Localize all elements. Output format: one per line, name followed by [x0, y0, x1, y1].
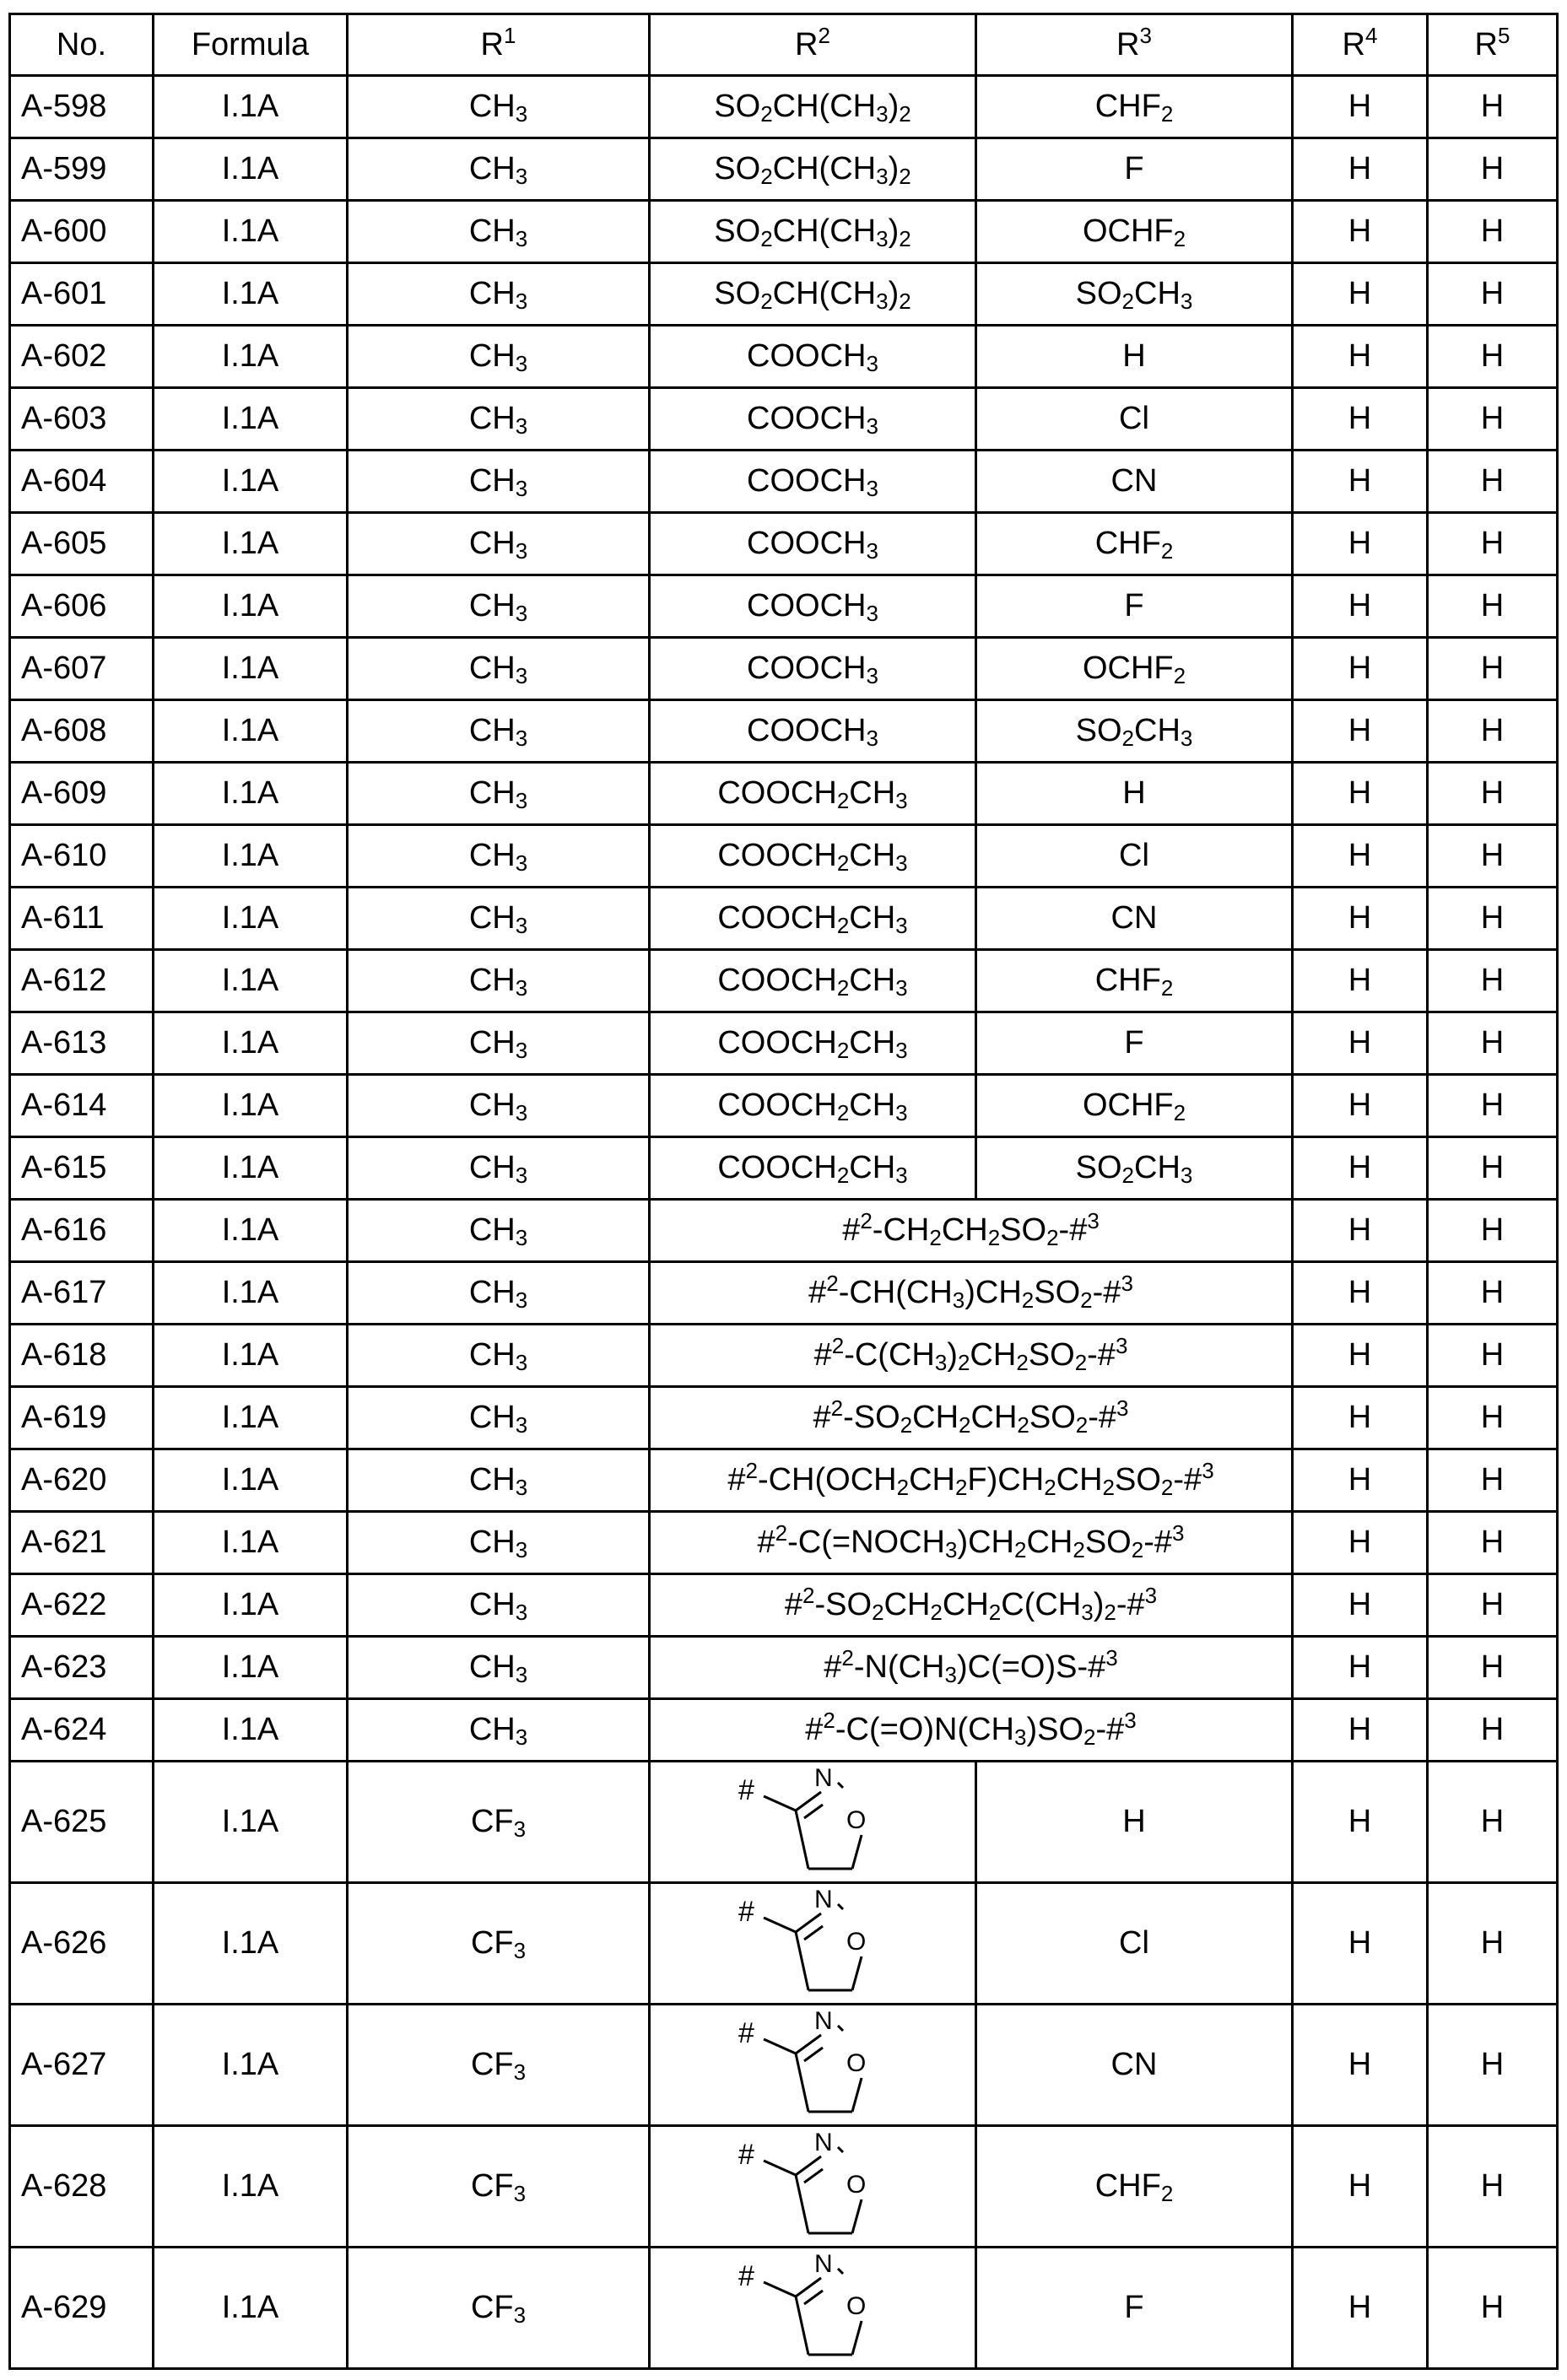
- cell-r3: CN: [976, 2005, 1293, 2126]
- cell-formula: I.1A: [154, 1387, 348, 1449]
- cell-no: A-610: [10, 825, 154, 888]
- cell-r3: $CHF_2$: [976, 950, 1293, 1012]
- cell-formula: I.1A: [154, 1762, 348, 1883]
- cell-r1: $CH_3$: [348, 1200, 650, 1262]
- table-row: [10, 2248, 1558, 2369]
- cell-r2: $COOCH_2CH_3$: [650, 825, 976, 888]
- cell-r5: H: [1428, 1762, 1558, 1883]
- cell-formula: I.1A: [154, 1075, 348, 1137]
- cell-r2: $COOCH_3$: [650, 513, 976, 575]
- table-row: [10, 1200, 1558, 1262]
- cell-r3: $CHF_2$: [976, 513, 1293, 575]
- cell-no: A-622: [10, 1574, 154, 1637]
- header-no: No.: [10, 14, 154, 76]
- header-r5: $R^5$: [1428, 14, 1558, 76]
- cell-r4: H: [1293, 1699, 1428, 1762]
- table-row: [10, 76, 1558, 138]
- cell-r1: $CH_3$: [348, 76, 650, 138]
- cell-r5: H: [1428, 888, 1558, 950]
- cell-r2: $COOCH_3$: [650, 451, 976, 513]
- dihydroisoxazole-structure-icon: [728, 2129, 897, 2245]
- table-row: [10, 1449, 1558, 1512]
- cell-r5: H: [1428, 1449, 1558, 1512]
- cell-r2-r3-combined: $\#^2-N(CH_3)C(=O)S-\#^3$: [650, 1637, 1293, 1699]
- cell-r4: H: [1293, 638, 1428, 700]
- cell-no: A-620: [10, 1449, 154, 1512]
- cell-r3: H: [976, 763, 1293, 825]
- header-formula: Formula: [154, 14, 348, 76]
- cell-r3: Cl: [976, 388, 1293, 451]
- cell-r5: H: [1428, 1137, 1558, 1200]
- cell-no: A-614: [10, 1075, 154, 1137]
- cell-r1: $CH_3$: [348, 1325, 650, 1387]
- cell-r4: H: [1293, 263, 1428, 326]
- cell-no: A-608: [10, 700, 154, 763]
- cell-r2-structure: [650, 2005, 976, 2126]
- cell-r5: H: [1428, 201, 1558, 263]
- cell-r2: $SO_2CH(CH_3)_2$: [650, 138, 976, 201]
- cell-r2: $COOCH_2CH_3$: [650, 1012, 976, 1075]
- cell-r2-structure: [650, 1883, 976, 2005]
- cell-no: A-600: [10, 201, 154, 263]
- cell-r1: $CH_3$: [348, 1387, 650, 1449]
- nitrogen-label: N: [814, 1763, 833, 1792]
- cell-formula: I.1A: [154, 1325, 348, 1387]
- table-row: [10, 575, 1558, 638]
- cell-r4: H: [1293, 1883, 1428, 2005]
- cell-formula: I.1A: [154, 950, 348, 1012]
- cell-formula: I.1A: [154, 388, 348, 451]
- cell-r2: $COOCH_3$: [650, 638, 976, 700]
- cell-r5: H: [1428, 76, 1558, 138]
- cell-no: A-605: [10, 513, 154, 575]
- header-r3: $R^3$: [976, 14, 1293, 76]
- table-row: [10, 888, 1558, 950]
- dihydroisoxazole-structure-icon: [728, 2250, 897, 2367]
- cell-r4: H: [1293, 1262, 1428, 1325]
- cell-r1: $CH_3$: [348, 575, 650, 638]
- cell-r5: H: [1428, 2248, 1558, 2369]
- dihydroisoxazole-structure-icon: [728, 1764, 897, 1881]
- table-row: [10, 326, 1558, 388]
- cell-no: A-615: [10, 1137, 154, 1200]
- cell-formula: I.1A: [154, 263, 348, 326]
- table-row: [10, 1075, 1558, 1137]
- table-row: [10, 700, 1558, 763]
- cell-r2: $COOCH_3$: [650, 700, 976, 763]
- cell-no: A-613: [10, 1012, 154, 1075]
- cell-formula: I.1A: [154, 763, 348, 825]
- compound-table: [8, 13, 1559, 2370]
- cell-r2-r3-combined: $\#^2-SO_2CH_2CH_2SO_2-\#^3$: [650, 1387, 1293, 1449]
- cell-r4: H: [1293, 950, 1428, 1012]
- table-row: [10, 1574, 1558, 1637]
- cell-r2: $SO_2CH(CH_3)_2$: [650, 263, 976, 326]
- cell-r3: $OCHF_2$: [976, 638, 1293, 700]
- cell-r2-r3-combined: $\#^2-C(=NOCH_3)CH_2CH_2SO_2-\#^3$: [650, 1512, 1293, 1574]
- nitrogen-label: N: [814, 1885, 833, 1913]
- cell-r4: H: [1293, 763, 1428, 825]
- cell-r1: $CH_3$: [348, 1075, 650, 1137]
- cell-formula: I.1A: [154, 575, 348, 638]
- header-row: [10, 14, 1558, 76]
- cell-r5: H: [1428, 1387, 1558, 1449]
- cell-r5: H: [1428, 263, 1558, 326]
- cell-no: A-611: [10, 888, 154, 950]
- cell-r1: $CH_3$: [348, 513, 650, 575]
- cell-r1: $CF_3$: [348, 2248, 650, 2369]
- cell-r4: H: [1293, 700, 1428, 763]
- oxygen-label: O: [846, 1927, 867, 1956]
- header-r1: $R^1$: [348, 14, 650, 76]
- cell-r4: H: [1293, 1012, 1428, 1075]
- cell-r4: H: [1293, 2248, 1428, 2369]
- nitrogen-label: N: [814, 2249, 833, 2278]
- cell-r4: H: [1293, 326, 1428, 388]
- cell-r5: H: [1428, 1883, 1558, 2005]
- cell-r3: CN: [976, 888, 1293, 950]
- cell-r1: $CH_3$: [348, 1262, 650, 1325]
- table-row: [10, 1699, 1558, 1762]
- cell-r3: F: [976, 138, 1293, 201]
- table-row: [10, 451, 1558, 513]
- cell-formula: I.1A: [154, 1200, 348, 1262]
- cell-r1: $CH_3$: [348, 326, 650, 388]
- cell-r5: H: [1428, 1325, 1558, 1387]
- cell-no: A-609: [10, 763, 154, 825]
- cell-r4: H: [1293, 1449, 1428, 1512]
- cell-no: A-603: [10, 388, 154, 451]
- table-row: [10, 1387, 1558, 1449]
- attachment-hash: #: [738, 2138, 754, 2171]
- cell-r4: H: [1293, 1200, 1428, 1262]
- cell-formula: I.1A: [154, 888, 348, 950]
- cell-r1: $CF_3$: [348, 1883, 650, 2005]
- cell-r4: H: [1293, 825, 1428, 888]
- cell-r2-structure: [650, 1762, 976, 1883]
- oxygen-label: O: [846, 1805, 867, 1834]
- cell-formula: I.1A: [154, 1574, 348, 1637]
- cell-r1: $CH_3$: [348, 825, 650, 888]
- cell-no: A-616: [10, 1200, 154, 1262]
- cell-formula: I.1A: [154, 1137, 348, 1200]
- cell-r3: Cl: [976, 825, 1293, 888]
- dihydroisoxazole-structure-icon: [728, 1886, 897, 2002]
- cell-no: A-621: [10, 1512, 154, 1574]
- cell-r4: H: [1293, 388, 1428, 451]
- cell-r4: H: [1293, 1325, 1428, 1387]
- cell-r5: H: [1428, 1075, 1558, 1137]
- cell-formula: I.1A: [154, 825, 348, 888]
- cell-r2-r3-combined: $\#^2-CH(CH_3)CH_2SO_2-\#^3$: [650, 1262, 1293, 1325]
- cell-r2-r3-combined: $\#^2-SO_2CH_2CH_2C(CH_3)_2-\#^3$: [650, 1574, 1293, 1637]
- cell-r2: $COOCH_2CH_3$: [650, 763, 976, 825]
- cell-formula: I.1A: [154, 2126, 348, 2248]
- cell-r5: H: [1428, 638, 1558, 700]
- cell-r3: Cl: [976, 1883, 1293, 2005]
- cell-r1: $CH_3$: [348, 950, 650, 1012]
- header-r4: $R^4$: [1293, 14, 1428, 76]
- table-row: [10, 638, 1558, 700]
- table-row: [10, 1883, 1558, 2005]
- cell-r5: H: [1428, 326, 1558, 388]
- cell-r5: H: [1428, 1512, 1558, 1574]
- cell-no: A-606: [10, 575, 154, 638]
- table-row: [10, 513, 1558, 575]
- table-row: [10, 1262, 1558, 1325]
- cell-r1: $CH_3$: [348, 1637, 650, 1699]
- cell-r5: H: [1428, 1012, 1558, 1075]
- cell-r2-r3-combined: $\#^2-CH_2CH_2SO_2-\#^3$: [650, 1200, 1293, 1262]
- attachment-hash: #: [738, 2259, 754, 2292]
- table-row: [10, 263, 1558, 326]
- cell-r3: $OCHF_2$: [976, 1075, 1293, 1137]
- cell-r5: H: [1428, 2126, 1558, 2248]
- cell-r4: H: [1293, 201, 1428, 263]
- cell-formula: I.1A: [154, 1262, 348, 1325]
- cell-r4: H: [1293, 1637, 1428, 1699]
- table-row: [10, 2005, 1558, 2126]
- cell-r3: $SO_2CH_3$: [976, 1137, 1293, 1200]
- cell-formula: I.1A: [154, 138, 348, 201]
- cell-r2: $COOCH_2CH_3$: [650, 1137, 976, 1200]
- oxygen-label: O: [846, 2291, 867, 2320]
- cell-no: A-618: [10, 1325, 154, 1387]
- cell-no: A-629: [10, 2248, 154, 2369]
- cell-r4: H: [1293, 451, 1428, 513]
- cell-r2-r3-combined: $\#^2-CH(OCH_2CH_2F)CH_2CH_2SO_2-\#^3$: [650, 1449, 1293, 1512]
- cell-r3: $SO_2CH_3$: [976, 263, 1293, 326]
- cell-r1: $CH_3$: [348, 1574, 650, 1637]
- cell-formula: I.1A: [154, 1449, 348, 1512]
- cell-r1: $CH_3$: [348, 888, 650, 950]
- cell-r5: H: [1428, 1200, 1558, 1262]
- cell-r4: H: [1293, 1762, 1428, 1883]
- cell-no: A-617: [10, 1262, 154, 1325]
- cell-r5: H: [1428, 575, 1558, 638]
- cell-formula: I.1A: [154, 513, 348, 575]
- cell-no: A-612: [10, 950, 154, 1012]
- cell-r2-structure: [650, 2248, 976, 2369]
- cell-r1: $CH_3$: [348, 451, 650, 513]
- cell-no: A-599: [10, 138, 154, 201]
- cell-r3: F: [976, 2248, 1293, 2369]
- cell-r1: $CF_3$: [348, 2005, 650, 2126]
- cell-formula: I.1A: [154, 201, 348, 263]
- cell-r4: H: [1293, 1387, 1428, 1449]
- cell-no: A-626: [10, 1883, 154, 2005]
- cell-formula: I.1A: [154, 2248, 348, 2369]
- cell-r5: H: [1428, 2005, 1558, 2126]
- nitrogen-label: N: [814, 2128, 833, 2156]
- table-row: [10, 1637, 1558, 1699]
- cell-r4: H: [1293, 513, 1428, 575]
- cell-formula: I.1A: [154, 1699, 348, 1762]
- oxygen-label: O: [846, 2170, 867, 2199]
- table-row: [10, 138, 1558, 201]
- cell-r2: $COOCH_3$: [650, 388, 976, 451]
- table-row: [10, 1325, 1558, 1387]
- cell-r1: $CF_3$: [348, 2126, 650, 2248]
- table-row: [10, 825, 1558, 888]
- cell-r3: $CHF_2$: [976, 76, 1293, 138]
- table-row: [10, 2126, 1558, 2248]
- cell-r3: F: [976, 575, 1293, 638]
- cell-r4: H: [1293, 1512, 1428, 1574]
- header-r2: $R^2$: [650, 14, 976, 76]
- cell-no: A-602: [10, 326, 154, 388]
- cell-no: A-628: [10, 2126, 154, 2248]
- cell-r3: F: [976, 1012, 1293, 1075]
- table-body: [10, 76, 1558, 2369]
- cell-formula: I.1A: [154, 700, 348, 763]
- cell-r2: $SO_2CH(CH_3)_2$: [650, 76, 976, 138]
- cell-r5: H: [1428, 513, 1558, 575]
- cell-formula: I.1A: [154, 1883, 348, 2005]
- cell-r5: H: [1428, 763, 1558, 825]
- cell-r5: H: [1428, 388, 1558, 451]
- cell-r5: H: [1428, 1699, 1558, 1762]
- cell-r4: H: [1293, 1137, 1428, 1200]
- cell-r4: H: [1293, 1574, 1428, 1637]
- table-row: [10, 1512, 1558, 1574]
- cell-formula: I.1A: [154, 451, 348, 513]
- cell-no: A-627: [10, 2005, 154, 2126]
- table-row: [10, 201, 1558, 263]
- cell-r2: $COOCH_3$: [650, 575, 976, 638]
- cell-r3: CN: [976, 451, 1293, 513]
- cell-no: A-598: [10, 76, 154, 138]
- attachment-hash: #: [738, 1895, 754, 1928]
- cell-formula: I.1A: [154, 2005, 348, 2126]
- cell-r2: $SO_2CH(CH_3)_2$: [650, 201, 976, 263]
- attachment-hash: #: [738, 1773, 754, 1806]
- cell-r2: $COOCH_2CH_3$: [650, 950, 976, 1012]
- cell-r5: H: [1428, 1574, 1558, 1637]
- cell-r3: $SO_2CH_3$: [976, 700, 1293, 763]
- cell-r1: $CH_3$: [348, 1449, 650, 1512]
- cell-formula: I.1A: [154, 1637, 348, 1699]
- table-row: [10, 388, 1558, 451]
- cell-r1: $CH_3$: [348, 1512, 650, 1574]
- oxygen-label: O: [846, 2048, 867, 2077]
- cell-r4: H: [1293, 2005, 1428, 2126]
- table-row: [10, 1012, 1558, 1075]
- cell-r1: $CF_3$: [348, 1762, 650, 1883]
- cell-no: A-623: [10, 1637, 154, 1699]
- cell-r4: H: [1293, 2126, 1428, 2248]
- cell-r4: H: [1293, 888, 1428, 950]
- cell-no: A-607: [10, 638, 154, 700]
- cell-r1: $CH_3$: [348, 201, 650, 263]
- table-row: [10, 763, 1558, 825]
- cell-r1: $CH_3$: [348, 138, 650, 201]
- cell-r4: H: [1293, 575, 1428, 638]
- cell-r4: H: [1293, 76, 1428, 138]
- table-row: [10, 1137, 1558, 1200]
- table-row: [10, 950, 1558, 1012]
- cell-r5: H: [1428, 138, 1558, 201]
- cell-formula: I.1A: [154, 326, 348, 388]
- cell-formula: I.1A: [154, 76, 348, 138]
- cell-r5: H: [1428, 950, 1558, 1012]
- cell-formula: I.1A: [154, 1512, 348, 1574]
- cell-r2-structure: [650, 2126, 976, 2248]
- cell-r5: H: [1428, 700, 1558, 763]
- cell-r3: H: [976, 326, 1293, 388]
- cell-r3: H: [976, 1762, 1293, 1883]
- cell-no: A-624: [10, 1699, 154, 1762]
- cell-no: A-601: [10, 263, 154, 326]
- cell-r2: $COOCH_3$: [650, 326, 976, 388]
- table-row: [10, 1762, 1558, 1883]
- dihydroisoxazole-structure-icon: [728, 2007, 897, 2124]
- cell-no: A-604: [10, 451, 154, 513]
- cell-r1: $CH_3$: [348, 1012, 650, 1075]
- cell-r4: H: [1293, 1075, 1428, 1137]
- cell-r2-r3-combined: $\#^2-C(=O)N(CH_3)SO_2-\#^3$: [650, 1699, 1293, 1762]
- cell-r4: H: [1293, 138, 1428, 201]
- cell-r5: H: [1428, 451, 1558, 513]
- cell-r5: H: [1428, 1637, 1558, 1699]
- cell-r2-r3-combined: $\#^2-C(CH_3)_2CH_2SO_2-\#^3$: [650, 1325, 1293, 1387]
- cell-formula: I.1A: [154, 1012, 348, 1075]
- cell-r1: $CH_3$: [348, 763, 650, 825]
- cell-formula: I.1A: [154, 638, 348, 700]
- cell-r1: $CH_3$: [348, 700, 650, 763]
- cell-r1: $CH_3$: [348, 263, 650, 326]
- cell-no: A-625: [10, 1762, 154, 1883]
- cell-r5: H: [1428, 1262, 1558, 1325]
- cell-r1: $CH_3$: [348, 1699, 650, 1762]
- cell-r1: $CH_3$: [348, 388, 650, 451]
- cell-r5: H: [1428, 825, 1558, 888]
- cell-r2: $COOCH_2CH_3$: [650, 1075, 976, 1137]
- cell-r3: $CHF_2$: [976, 2126, 1293, 2248]
- cell-r1: $CH_3$: [348, 1137, 650, 1200]
- nitrogen-label: N: [814, 2006, 833, 2035]
- attachment-hash: #: [738, 2016, 754, 2049]
- cell-r1: $CH_3$: [348, 638, 650, 700]
- cell-r2: $COOCH_2CH_3$: [650, 888, 976, 950]
- cell-r3: $OCHF_2$: [976, 201, 1293, 263]
- cell-no: A-619: [10, 1387, 154, 1449]
